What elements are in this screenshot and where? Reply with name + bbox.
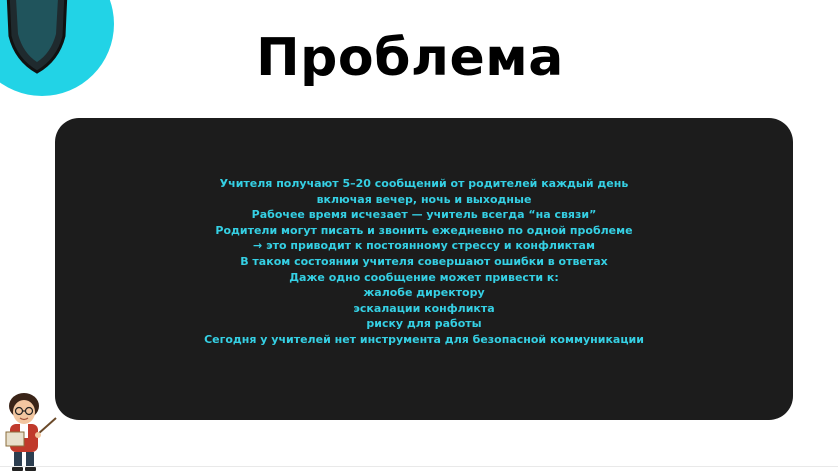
problem-line: включая вечер, ночь и выходные xyxy=(316,192,532,206)
problem-line: → это приводит к постоянному стрессу и конфликтам xyxy=(253,239,595,253)
divider xyxy=(0,466,838,467)
problem-line: Учителя получают 5–20 сообщений от родителей каждый день xyxy=(219,177,629,190)
problem-text xyxy=(55,176,793,348)
problem-line: Даже одно сообщение может привести к: xyxy=(289,270,559,284)
teacher-illustration xyxy=(0,388,62,471)
page-title: Проблема xyxy=(256,28,564,88)
problem-line: эскалации конфликта xyxy=(353,301,495,315)
problem-line: Рабочее время исчезает — учитель всегда “на связи” xyxy=(251,208,597,222)
problem-line: жалобе директору xyxy=(363,286,485,300)
problem-line: Родители могут писать и звонить ежедневно по одной проблеме xyxy=(215,223,633,237)
problem-line: В таком состоянии учителя совершают ошибки в ответах xyxy=(240,254,608,268)
problem-card xyxy=(55,118,793,420)
problem-line: риску для работы xyxy=(366,317,482,331)
problem-line: Сегодня у учителей нет инструмента для безопасной коммуникации xyxy=(204,332,644,346)
